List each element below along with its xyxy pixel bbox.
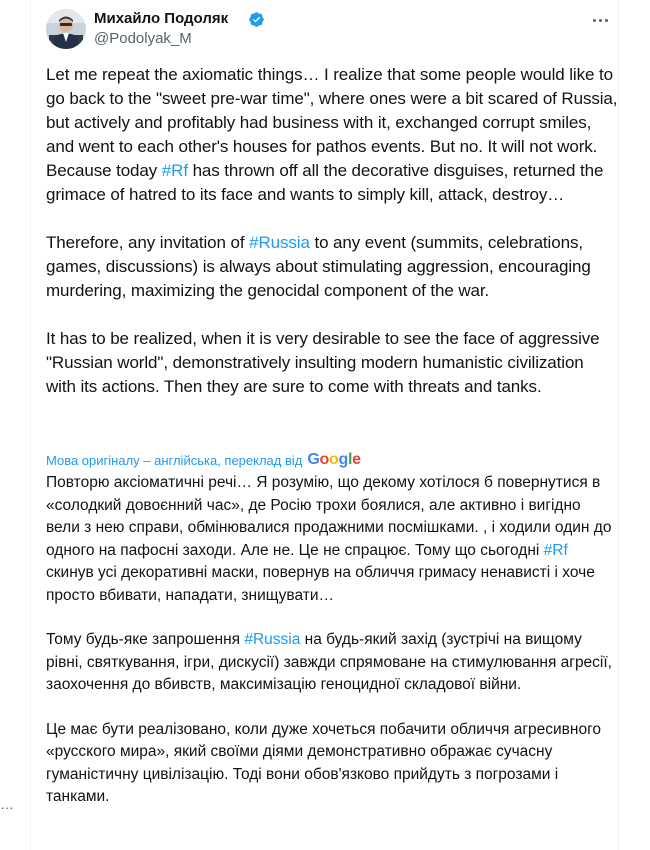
translation-label: Мова оригіналу – англійська, переклад від — [46, 452, 303, 468]
tweet-paragraph — [46, 629, 618, 697]
hashtag-link[interactable]: #Rf — [161, 161, 188, 180]
verified-badge-icon — [248, 11, 265, 28]
tweet-text-segment: скинув усі декоративні маски, повернув на обличчя гримасу ненависті і хоче просто вбивати, нападати, знищувати… — [46, 564, 595, 604]
tweet-text-segment: Тому будь-яке запрошення — [46, 631, 245, 648]
tweet-paragraph — [46, 63, 618, 207]
hashtag-link[interactable]: #Russia — [249, 233, 310, 252]
tweet-text-segment: has thrown off all the decorative disguises, returned the grimace of hatred to its face and wants to simply kill, attack, destroy… — [46, 161, 604, 204]
tweet-text-original — [46, 63, 618, 399]
tweet-text-translated — [46, 472, 618, 809]
tweet-text-segment: It has to be realized, when it is very desirable to see the face of aggressive "Russian world", demonstratively insulting modern humanistic civilization with its actions. Then they are sure to come with threats and tanks. — [46, 329, 600, 396]
tweet-text-segment: Therefore, any invitation of — [46, 233, 250, 252]
tweet-paragraph — [46, 472, 618, 607]
tweet-paragraph — [46, 327, 618, 399]
tweet-text-segment: на будь-який захід (зустрічі на вищому рівні, святкування, ігри, дискусії) завжди спрямоване на стимулювання агресії, заохочення до вбивств, максимізацію геноцидної складової війни. — [46, 631, 612, 693]
author-name[interactable]: Михайло Подоляк — [94, 10, 229, 27]
tweet-paragraph — [46, 231, 618, 303]
avatar-photo — [46, 9, 86, 49]
hashtag-link[interactable]: #Russia — [244, 631, 301, 648]
translation-attribution[interactable] — [46, 449, 361, 471]
author-handle[interactable]: @Podolyak_M — [94, 30, 192, 47]
stray-ellipsis: … — [0, 796, 15, 812]
tweet-text-segment: Це має бути реалізовано, коли дуже хочеться побачити обличчя агресивного «русского мира», який своїми діями демонстративно ображає сучасну гуманістичну цивілізацію. Тоді вони обов'язково прийдуть з погрозами і танками. — [46, 720, 602, 805]
tweet-text-segment: to any event (summits, celebrations, games, discussions) is always about stimulating aggression, encouraging murdering, maximizing the genocidal component of the war. — [46, 233, 591, 300]
google-logo: Google — [307, 451, 361, 468]
avatar[interactable] — [46, 9, 86, 49]
tweet-text-segment: Повторю аксіоматичні речі… Я розумію, що декому хотілося б повернутися в «солодкий довоєнний час», де Росію трохи боялися, але активно і вигідно вели з нею справи, обмінювалися продажними посмішками. , і ходили один до одного на пафосні заходи. Але не. Це не спрацює. Тому що сьогодні — [46, 474, 612, 559]
more-options-icon[interactable] — [586, 9, 614, 31]
tweet-text-segment: Let me repeat the axiomatic things… I realize that some people would like to go back to the "sweet pre-war time", where ones were a bit scared of Russia, but actively and profitably had business with it, exchanged corrupt smiles, and went to each other's houses for pathos events. But no. It will not work. Because today — [46, 65, 618, 180]
tweet-paragraph — [46, 719, 618, 809]
hashtag-link[interactable]: #Rf — [543, 541, 568, 559]
